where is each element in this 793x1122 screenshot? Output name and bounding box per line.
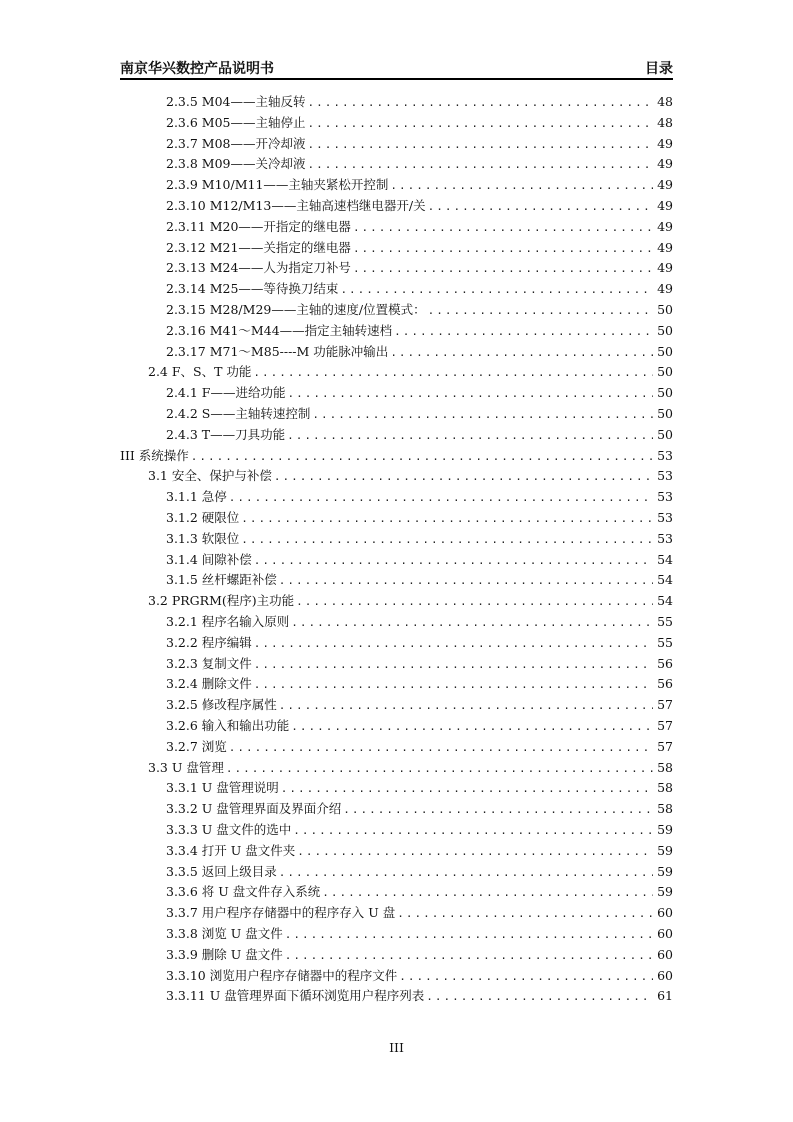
toc-entry-page: 57 <box>657 718 673 733</box>
toc-entry-page: 57 <box>657 738 673 754</box>
toc-leader-dots <box>353 219 653 237</box>
toc-entry-title: 3.3.8 浏览 U 盘文件 <box>166 926 283 941</box>
toc-entry-page: 49 <box>657 177 673 193</box>
toc-entry-page: 50 <box>657 426 673 442</box>
toc-entry[interactable] <box>166 924 673 944</box>
section-title: 目录 <box>645 61 673 77</box>
toc-entry-page: 49 <box>657 218 673 234</box>
toc-entry-title: 2.3.11 M20——开指定的继电器 <box>166 218 351 234</box>
toc-entry-title: 2.3.5 M04——主轴反转 <box>166 94 306 109</box>
toc-entry-title: 2.4.1 F——进给功能 <box>166 385 286 401</box>
toc-entry[interactable] <box>166 903 673 923</box>
toc-entry[interactable] <box>166 487 673 507</box>
toc-entry-title: 3.2.2 程序编辑 <box>166 634 252 650</box>
toc-leader-dots <box>281 780 653 798</box>
toc-entry-page: 59 <box>657 884 673 900</box>
toc-entry-title: 2.4.3 T——刀具功能 <box>166 426 286 442</box>
toc-leader-dots <box>279 572 653 590</box>
toc-leader-dots <box>291 614 653 632</box>
toc-entry[interactable] <box>166 258 673 278</box>
toc-entry-page: 50 <box>657 322 673 338</box>
toc-entry-title: 2.3.13 M24——人为指定刀补号 <box>166 260 351 276</box>
toc-entry-title: 3.3.4 打开 U 盘文件夹 <box>166 842 296 858</box>
toc-entry-title: 2.3.6 M05——主轴停止 <box>166 114 306 130</box>
toc-entry-page: 49 <box>657 239 673 255</box>
toc-entry[interactable] <box>166 820 673 840</box>
toc-entry[interactable] <box>166 862 673 882</box>
toc-entry-page: 60 <box>657 905 673 921</box>
toc-leader-dots <box>279 697 653 715</box>
toc-entry-title: 3.1.3 软限位 <box>166 530 240 546</box>
toc-leader-dots <box>291 718 653 736</box>
toc-entry[interactable] <box>166 383 673 403</box>
toc-entry-page: 55 <box>657 634 673 650</box>
toc-entry-title: 3.3.6 将 U 盘文件存入系统 <box>166 884 321 900</box>
toc-entry-page: 53 <box>657 447 673 463</box>
toc-entry-title: 3.3.11 U 盘管理界面下循环浏览用户程序列表 <box>166 988 425 1004</box>
toc-entry-page: 50 <box>657 343 673 359</box>
toc-entry-title: 3.2.4 删除文件 <box>166 676 252 692</box>
document-title: 南京华兴数控产品说明书 <box>120 61 274 77</box>
toc-entry-title: 3.1.5 丝杆螺距补偿 <box>166 572 277 588</box>
toc-entry-page: 59 <box>657 842 673 858</box>
toc-entry-title: 2.3.10 M12/M13——主轴高速档继电器开/关 <box>166 198 426 213</box>
toc-leader-dots <box>397 905 653 923</box>
toc-entry[interactable] <box>166 321 673 341</box>
toc-leader-dots <box>241 510 653 528</box>
toc-entry[interactable] <box>166 196 673 216</box>
toc-entry-page: 49 <box>657 260 673 276</box>
toc-leader-dots <box>191 448 653 466</box>
toc-entry-title: 3.2.1 程序名输入原则 <box>166 614 290 629</box>
toc-entry-title: 3.1.4 间隙补偿 <box>166 551 252 567</box>
toc-leader-dots <box>428 198 654 216</box>
toc-entry[interactable] <box>166 695 673 715</box>
toc-leader-dots <box>343 801 653 819</box>
page-number: III <box>389 1040 404 1055</box>
toc-leader-dots <box>254 656 653 674</box>
toc-entry-page: 53 <box>657 489 673 505</box>
toc-entry[interactable] <box>166 945 673 965</box>
toc-leader-dots <box>254 552 653 570</box>
toc-entry[interactable] <box>166 134 673 154</box>
toc-leader-dots <box>307 115 653 133</box>
toc-entry-page: 56 <box>657 655 673 671</box>
toc-entry[interactable] <box>120 446 673 466</box>
toc-entry-page: 59 <box>657 822 673 837</box>
toc-leader-dots <box>312 406 653 424</box>
toc-entry-title: 3.1 安全、保护与补偿 <box>148 468 272 484</box>
toc-leader-dots <box>274 468 653 486</box>
toc-leader-dots <box>226 760 653 778</box>
toc-entry-page: 55 <box>657 614 673 629</box>
toc-leader-dots <box>229 489 653 507</box>
toc-leader-dots <box>399 968 653 986</box>
toc-entry-page: 61 <box>657 988 673 1004</box>
toc-entry-page: 54 <box>657 551 673 567</box>
toc-entry-title: 3.3.2 U 盘管理界面及界面介绍 <box>166 801 342 817</box>
toc-entry[interactable] <box>148 758 673 778</box>
toc-entry-page: 60 <box>657 926 673 941</box>
toc-leader-dots <box>254 676 653 694</box>
toc-entry[interactable] <box>166 217 673 237</box>
toc-entry[interactable] <box>166 529 673 549</box>
toc-entry[interactable] <box>148 362 673 382</box>
toc-entry-page: 58 <box>657 780 673 796</box>
toc-leader-dots <box>353 240 653 258</box>
toc-entry-title: 3.3.10 浏览用户程序存储器中的程序文件 <box>166 967 398 983</box>
toc-entry-title: 3.2.6 输入和输出功能 <box>166 718 290 733</box>
page-header <box>120 58 673 80</box>
toc-entry-page: 53 <box>657 468 673 484</box>
toc-entry-page: 50 <box>657 406 673 421</box>
toc-entry-title: 3.2.5 修改程序属性 <box>166 697 277 713</box>
toc-entry-page: 56 <box>657 676 673 692</box>
toc-entry-page: 50 <box>657 364 673 380</box>
toc-entry[interactable] <box>166 113 673 133</box>
toc-leader-dots <box>285 947 653 965</box>
toc-entry[interactable] <box>166 342 673 362</box>
toc-leader-dots <box>390 177 653 195</box>
toc-entry-title: 3.1.1 急停 <box>166 489 227 505</box>
toc-entry-page: 49 <box>657 156 673 172</box>
toc-entry-title: 3.3.9 删除 U 盘文件 <box>166 946 283 962</box>
toc-leader-dots <box>279 864 653 882</box>
toc-entry[interactable] <box>166 300 673 320</box>
toc-entry-title: 2.4 F、S、T 功能 <box>148 364 252 380</box>
toc-leader-dots <box>428 302 654 320</box>
toc-leader-dots <box>394 323 653 341</box>
toc-entry-title: III 系统操作 <box>120 447 189 463</box>
toc-entry[interactable] <box>166 986 673 1006</box>
toc-entry[interactable] <box>166 966 673 986</box>
toc-leader-dots <box>296 593 653 611</box>
toc-entry-page: 48 <box>657 94 673 109</box>
toc-entry-page: 48 <box>657 114 673 130</box>
toc-entry[interactable] <box>166 154 673 174</box>
toc-entry-title: 3.3.1 U 盘管理说明 <box>166 780 279 796</box>
toc-entry-page: 58 <box>657 759 673 775</box>
toc-leader-dots <box>241 531 653 549</box>
toc-entry-page: 50 <box>657 302 673 317</box>
toc-entry[interactable] <box>166 841 673 861</box>
toc-entry-page: 54 <box>657 593 673 609</box>
toc-leader-dots <box>253 364 653 382</box>
toc-entry[interactable] <box>166 425 673 445</box>
toc-entry-page: 60 <box>657 946 673 962</box>
toc-entry-title: 3.3.3 U 盘文件的选中 <box>166 822 292 837</box>
toc-entry-page: 50 <box>657 385 673 401</box>
toc-entry[interactable] <box>166 633 673 653</box>
toc-leader-dots <box>307 136 653 154</box>
toc-leader-dots <box>322 884 653 902</box>
toc-entry[interactable] <box>166 716 673 736</box>
toc-leader-dots <box>426 988 653 1006</box>
toc-leader-dots <box>353 260 653 278</box>
toc-entry-page: 53 <box>657 510 673 525</box>
toc-entry[interactable] <box>166 882 673 902</box>
toc-entry[interactable] <box>166 778 673 798</box>
toc-entry-page: 57 <box>657 697 673 713</box>
toc-entry-title: 3.2 PRGRM(程序)主功能 <box>148 593 295 609</box>
toc-entry-title: 2.3.7 M08——开冷却液 <box>166 135 306 151</box>
toc-entry[interactable] <box>166 737 673 757</box>
toc-entry-page: 59 <box>657 863 673 879</box>
toc-leader-dots <box>340 281 653 299</box>
toc-entry-title: 2.3.15 M28/M29——主轴的速度/位置模式： <box>166 302 426 317</box>
toc-entry[interactable] <box>166 508 673 528</box>
toc-entry-page: 49 <box>657 198 673 213</box>
toc-entry[interactable] <box>166 612 673 632</box>
toc-entry-title: 3.3.7 用户程序存储器中的程序存入 U 盘 <box>166 905 396 921</box>
toc-leader-dots <box>285 926 653 944</box>
toc-entry-title: 3.3 U 盘管理 <box>148 759 224 775</box>
toc-entry-title: 3.3.5 返回上级目录 <box>166 863 277 879</box>
toc-entry-page: 49 <box>657 281 673 297</box>
toc-entry[interactable] <box>166 175 673 195</box>
toc-entry[interactable] <box>166 674 673 694</box>
toc-entry-title: 3.2.7 浏览 <box>166 738 227 754</box>
toc-leader-dots <box>287 385 653 403</box>
toc-leader-dots <box>293 822 653 840</box>
toc-entry-page: 54 <box>657 572 673 588</box>
toc-entry-title: 2.3.16 M41～M44——指定主轴转速档 <box>166 322 393 338</box>
toc-entry[interactable] <box>166 799 673 819</box>
toc-leader-dots <box>390 344 653 362</box>
toc-entry-page: 53 <box>657 530 673 546</box>
toc-leader-dots <box>254 635 653 653</box>
toc-entry-title: 2.3.12 M21——关指定的继电器 <box>166 239 351 255</box>
toc-entry-title: 3.1.2 硬限位 <box>166 510 240 525</box>
toc-entry-title: 2.3.17 M71～M85----M 功能脉冲输出 <box>166 343 389 359</box>
toc-entry[interactable] <box>166 238 673 258</box>
toc-entry[interactable] <box>166 92 673 112</box>
toc-leader-dots <box>287 427 653 445</box>
toc-entry-title: 2.3.8 M09——关冷却液 <box>166 156 306 172</box>
toc-leader-dots <box>307 94 653 112</box>
toc-entry-title: 3.2.3 复制文件 <box>166 655 252 671</box>
toc-leader-dots <box>297 843 653 861</box>
toc-entry-title: 2.3.9 M10/M11——主轴夹紧松开控制 <box>166 177 389 193</box>
toc-entry[interactable] <box>166 279 673 299</box>
toc-entry[interactable] <box>166 654 673 674</box>
toc-entry-title: 2.3.14 M25——等待换刀结束 <box>166 281 339 297</box>
toc-entry[interactable] <box>166 570 673 590</box>
toc-entry[interactable] <box>166 550 673 570</box>
toc-entry-page: 49 <box>657 135 673 151</box>
toc-entry-page: 60 <box>657 967 673 983</box>
toc-entry-title: 2.4.2 S——主轴转速控制 <box>166 406 311 421</box>
toc-entry[interactable] <box>148 591 673 611</box>
toc-leader-dots <box>229 739 653 757</box>
toc-entry[interactable] <box>148 466 673 486</box>
toc-leader-dots <box>307 156 653 174</box>
toc-entry[interactable] <box>166 404 673 424</box>
toc-entry-page: 58 <box>657 801 673 817</box>
